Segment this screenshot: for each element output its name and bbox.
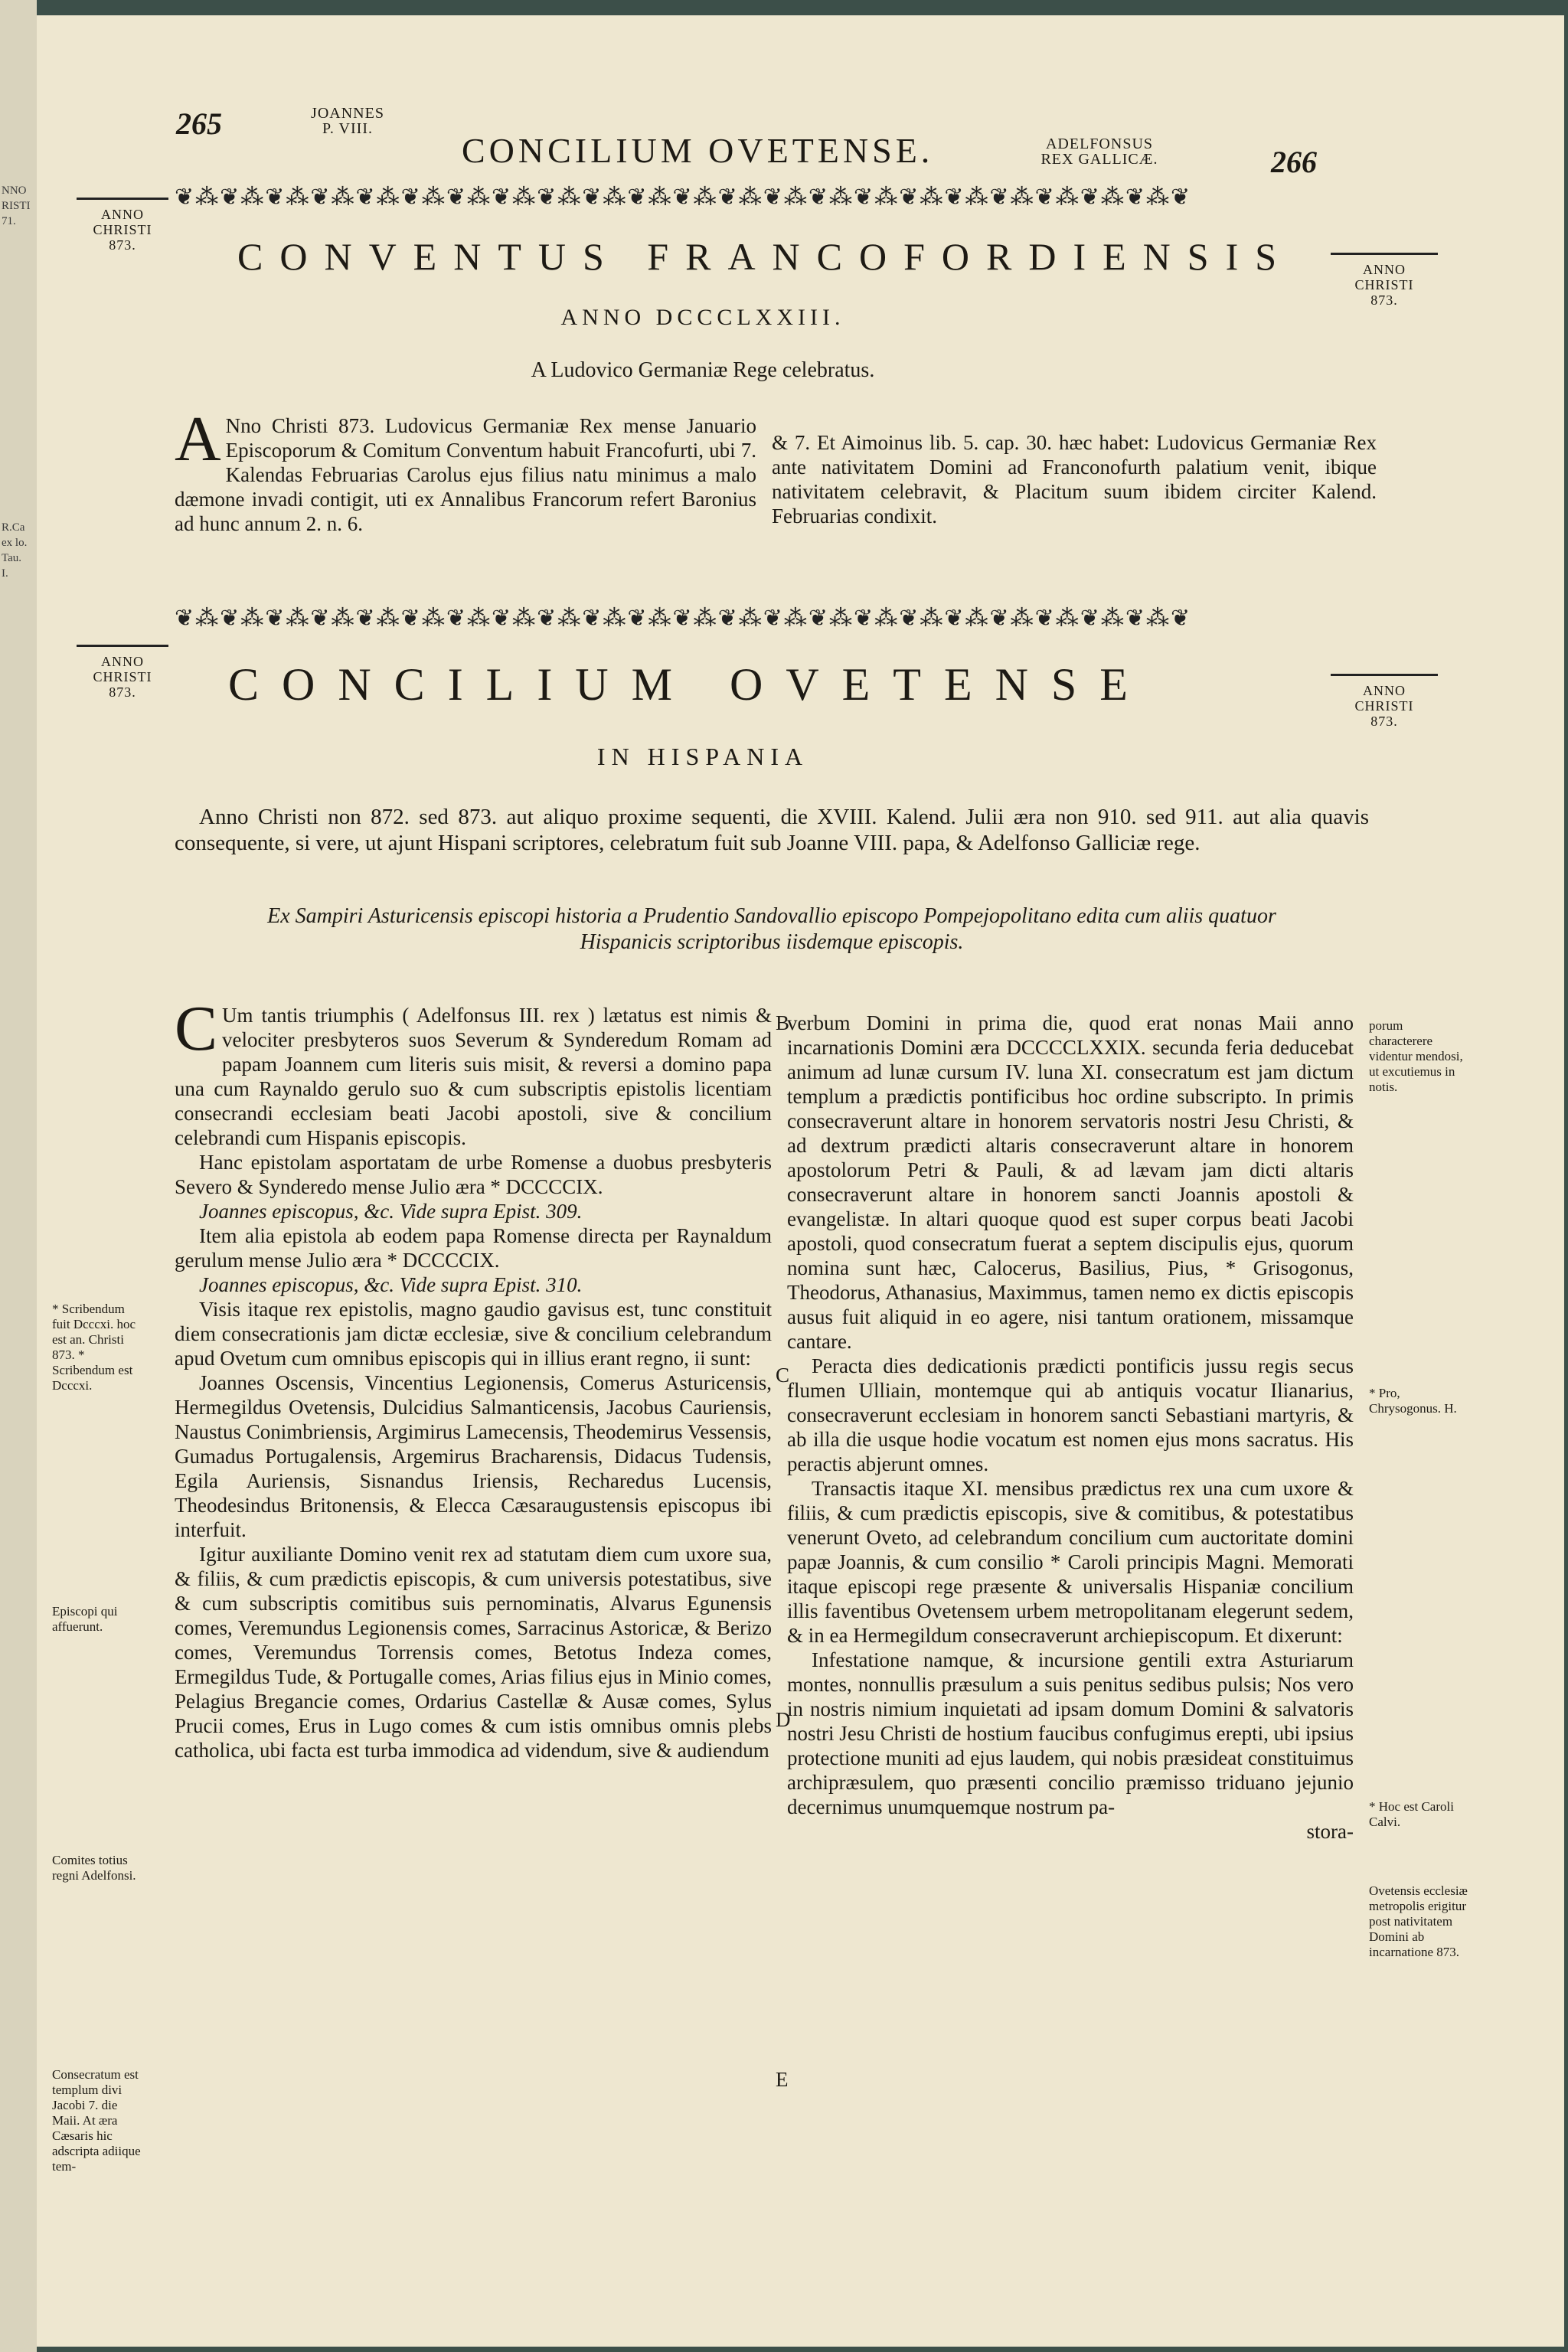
margin-note: * Hoc est Caroli Calvi. (1369, 1799, 1454, 1829)
running-title: CONCILIUM OVETENSE. (462, 131, 934, 170)
drop-cap: A (175, 403, 221, 475)
adjacent-page-fragment: RISTI (2, 200, 31, 212)
rule (1331, 674, 1438, 676)
adjacent-page-fragment: 71. (2, 215, 16, 227)
paragraph: verbum Domini in prima die, quod erat nonas Maii anno incarnationis Domini æra DCCCCLXXIX. secunda feria deducebat animum ad lunæ cursum IV. luna XI. consecratum est jam dictum templum a prædictis pontificibus hoc ordine subscripto. In primis consecraverunt altare in honorem servatoris nostri Jesu Christi, & ad dextrum prædicti altaris consecraverunt altare in honorem apostolorum Petri & Pauli, & ad lævam jam dicti altaris consecraverunt altare in honorem sancti Joannis apostoli & evangelistæ. In altari quoque quod est super corpus beati Jacobi apostoli, quod consecratum fuerat a septem discipulis ejus, quorum nomina sunt hæc, Calocerus, Basilius, Pius, * Grisogonus, Theodorus, Athanasius, Maximmus, tamen nemo ex dictis episcopis ausus fuit aliquid in eo agere, nisi tantum orationem, missamque cantare. (787, 1011, 1354, 1353)
margin-note: Comites totius regni Adelfonsi. (52, 1853, 136, 1883)
section-letter: B (776, 1011, 790, 1034)
paragraph: Joannes Oscensis, Vincentius Legionensis, Comerus Asturicensis, Hermegildus Ovetensis, Dulcidius Salmanticensis, Jacobus Cauriensis, Naustus Conimbriensis, Argimirus Lamecensis, Theodemirus Vessensis, Gumadus Portugalensis, Argemirus Bracharensis, Didacus Tudensis, Egila Auriensis, Sisnandus Iriensis, Recharedus Lucensis, Theodesindus Britonensis, & Elecca Cæsaraugustensis episcopus ibi interfuit. (175, 1371, 772, 1541)
section-year: ANNO DCCCLXXIII. (560, 305, 845, 330)
catchword: stora- (1306, 1820, 1354, 1843)
anno-christi-right: ANNO CHRISTI 873. (1354, 262, 1414, 308)
section-letter: E (776, 2068, 789, 2091)
rule (1331, 253, 1438, 255)
margin-note: * Scribendum fuit Dcccxi. hoc est an. Christi 873. * Scribendum est Dcccxi. (52, 1302, 136, 1393)
section-letter: D (776, 1708, 791, 1731)
right-column (787, 1011, 1354, 1844)
anno-christi-left: ANNO CHRISTI 873. (93, 654, 152, 700)
section-title: CONCILIUM OVETENSE (228, 659, 1151, 710)
paragraph: Joannes episcopus, &c. Vide supra Epist. 309. (199, 1200, 583, 1223)
section-letter: C (776, 1364, 790, 1387)
page-number-left: 265 (176, 106, 222, 141)
margin-note: * Pro, Chrysogonus. H. (1369, 1386, 1457, 1416)
adjacent-page-edge (0, 0, 37, 2352)
section1-left-paragraph: A Nno Christi 873. Ludovicus Germaniæ Rex mense Januario Episcoporum & Comitum Conventum habuit Francofurti, ubi 7. Kalendas Februarias Carolus ejus filius natu minimus a malo dæmone invadi contigit, uti ex Annalibus Francorum refert Baronius ad hunc annum 2. n. 6. (175, 403, 756, 535)
drop-cap: C (175, 993, 218, 1064)
paragraph: Hanc epistolam asportatam de urbe Romense a duobus presbyteris Severo & Synderedo mense Julio æra * DCCCCIX. (175, 1151, 772, 1198)
paragraph: Visis itaque rex epistolis, magno gaudio gavisus est, tunc constituit diem consecrationis jam dictæ ecclesiæ, sive & concilium celebrandum apud Ovetum cum omnibus episcopis qui in illius erant regno, ii sunt: (175, 1298, 772, 1370)
adjacent-page-fragment: Tau. (2, 552, 22, 564)
adjacent-page-fragment: NNO (2, 185, 27, 197)
section1-right-paragraph: & 7. Et Aimoinus lib. 5. cap. 30. hæc habet: Ludovicus Germaniæ Rex ante nativitatem Domini ad Franconofurth palatium venit, ibique nativitatem celebravit, & Placitum suum ibidem circiter Kalend. Februarias condixit. (772, 431, 1377, 528)
ornament-band: ❦⁂❦⁂❦⁂❦⁂❦⁂❦⁂❦⁂❦⁂❦⁂❦⁂❦⁂❦⁂❦⁂❦⁂❦⁂❦⁂❦⁂❦⁂❦⁂❦⁂❦⁂❦⁂❦ (175, 184, 1192, 211)
adjacent-page-fragment: I. (2, 567, 8, 580)
paragraph: Infestatione namque, & incursione gentili extra Asturiarum montes, nonnullis præsulum a suis penitus sedibus pulsis; Nos vero in nostris nimium inquietati ad ipsam domum Domini & salvatoris nostri Jesu Christi de hostium faucibus confugimus erepti, ubi ipsius protectione muniti ad ejus laudem, qui nobis præsideat constituimus archipræsulem, quo præsenti concilio præmisso triduano jejunio decernimus unumquemque nostrum pa- (787, 1648, 1354, 1818)
margin-note: Episcopi qui affuerunt. (52, 1604, 118, 1634)
source-note: Ex Sampiri Asturicensis episcopi historia a Prudentio Sandovallio episcopo Pompejopolitano edita cum aliis quatuor Hispanicis scriptoribus iisdemque episcopis. (267, 904, 1276, 954)
paragraph: Joannes episcopus, &c. Vide supra Epist. 310. (199, 1273, 583, 1296)
council-intro: Anno Christi non 872. sed 873. aut aliquo proxime sequenti, die XVIII. Kalend. Julii æra non 910. sed 911. aut alia quavis consequente, si vere, ut ajunt Hispani scriptores, celebratum fuit sub Joanne VIII. papa, & Adelfonso Galliciæ rege. (175, 805, 1369, 855)
rule (77, 198, 168, 200)
paragraph: C Um tantis triumphis ( Adelfonsus III. rex ) lætatus est nimis & velociter presbyteros suos Severum & Synderedum Romam ad papam Joannem cum literis suis misit, & reversi a domino papa una cum Raynaldo gerulo suo & cum subscriptis epistolis licentiam consecrandi ecclesiam beati Jacobi apostoli, sive & concilium celebrandi cum Hispanis episcopis. (175, 993, 772, 1149)
margin-note: porum characterere videntur mendosi, ut excutiemus in notis. (1369, 1018, 1463, 1094)
adjacent-page-fragment: ex lo. (2, 537, 28, 549)
margin-note: Consecratum est templum divi Jacobi 7. die Maii. At æra Cæsaris hic adscripta adiique tem- (52, 2067, 141, 2174)
pope-heading: JOANNES P. VIII. (311, 105, 384, 137)
rule (77, 645, 168, 647)
margin-note: Ovetensis ecclesiæ metropolis erigitur post nativitatem Domini ab incarnatione 873. (1369, 1883, 1468, 1959)
anno-christi-left: ANNO CHRISTI 873. (93, 207, 152, 253)
paragraph: Igitur auxiliante Domino venit rex ad statutam diem cum uxore sua, & filiis, & cum prædictis episcopis, & cum universis potestatibus, sive & cum subscriptis comitibus suis pernominatis, Alvarus Egunensis comes, Veremundus Legionensis comes, Sarracinus Astoricæ, & Berizo comes, Veremundus Torrensis comes, Betotus Indeza comes, Ermegildus Tude, & Portugalle comes, Arias filius ejus in Minio comes, Pelagius Bregancie comes, Ordarius Castellæ & Ausæ comes, Sylus Prucii comes, Erus in Lugo comes & cum istis omnibus omnis plebs catholica, ubi facta est turba immodica ad videndum, sive & audiendum (175, 1543, 772, 1762)
anno-christi-right: ANNO CHRISTI 873. (1354, 683, 1414, 729)
page-number-right: 266 (1271, 145, 1317, 179)
paragraph: Transactis itaque XI. mensibus prædictus rex una cum uxore & filiis, & cum prædictis episcopis, sive & comitibus, & potestatibus venerunt Oveto, ad celebrandum concilium cum auctoritate domini papæ Joannis, & cum consilio * Caroli principis Magni. Memorati itaque episcopi rege præsente & universalis Hispaniæ concilium illis faventibus Ovetensem urbem metropolitanam elegerunt sedem, & in ea Hermegildum consecraverunt archiepiscopum. Et dixerunt: (787, 1477, 1354, 1647)
section-title: CONVENTUS FRANCOFORDIENSIS (237, 235, 1294, 278)
book-page (37, 15, 1564, 2347)
king-heading: ADELFONSUS REX GALLICÆ. (1040, 136, 1158, 168)
ornament-band: ❦⁂❦⁂❦⁂❦⁂❦⁂❦⁂❦⁂❦⁂❦⁂❦⁂❦⁂❦⁂❦⁂❦⁂❦⁂❦⁂❦⁂❦⁂❦⁂❦⁂❦⁂❦⁂❦ (175, 605, 1192, 632)
paragraph: Item alia epistola ab eodem papa Romense directa per Raynaldum gerulum mense Julio æra * DCCCCIX. (175, 1224, 772, 1272)
section-subtitle: A Ludovico Germaniæ Rege celebratus. (531, 358, 875, 382)
adjacent-page-fragment: R.Ca (2, 521, 25, 534)
section-subtitle: IN HISPANIA (596, 743, 809, 770)
left-column (175, 993, 772, 1762)
paragraph: Peracta dies dedicationis prædicti pontificis jussu regis secus flumen Ulliain, montemque qui ab antiquis vocatur Ilianarius, consecraverunt ecclesiam in honorem sancti Sebastiani martyris, & ab illa die usque hodie vocatum est nomen ejus mons sacratus. His peractis abjerunt omnes. (787, 1354, 1354, 1475)
